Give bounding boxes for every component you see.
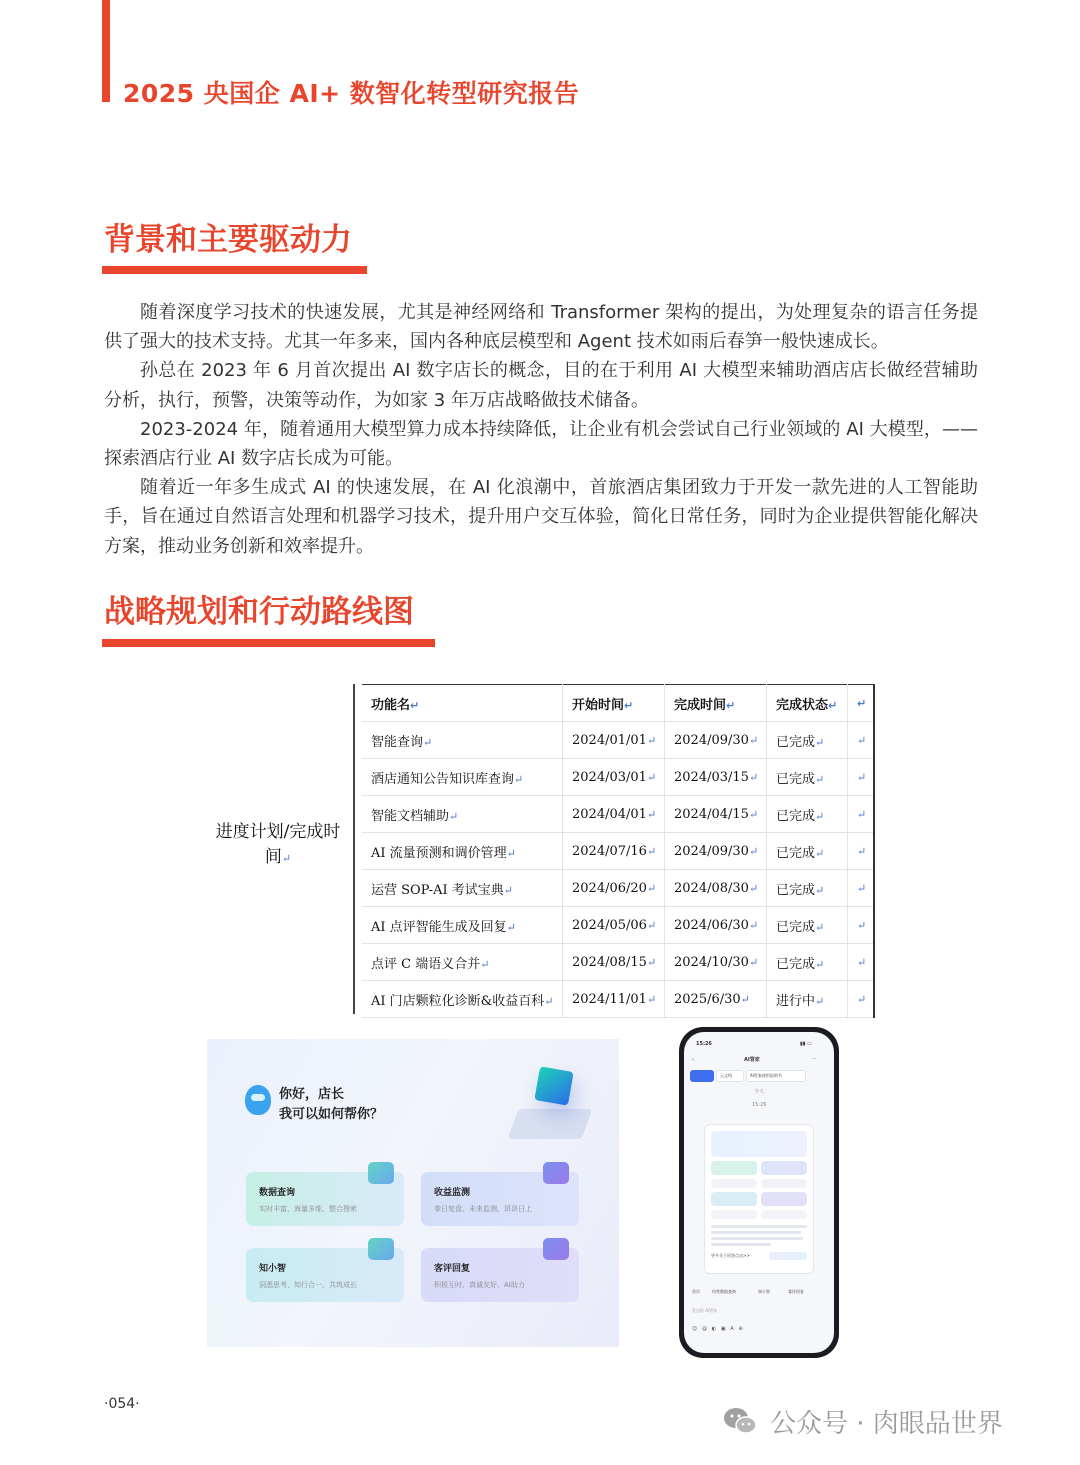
table-cell: 2024/07/16↵ (563, 833, 665, 870)
return-mark-icon: ↵ (503, 883, 513, 897)
table-cell: 已完成↵ (767, 722, 848, 759)
section-underline (102, 639, 435, 647)
bottom-action[interactable]: 客评回复 (788, 1289, 804, 1294)
tab-manual[interactable]: AI管家使用说明书 (746, 1070, 806, 1082)
table-row (362, 870, 874, 907)
return-mark-icon: ↵ (646, 807, 657, 821)
section-title-background: 背景和主要驱动力 (104, 222, 352, 258)
table-cell: 2024/09/30↵ (665, 833, 767, 870)
return-mark-icon: ↵ (410, 698, 420, 712)
return-mark-icon: ↵ (646, 918, 657, 932)
table-cell (848, 944, 875, 981)
card-subtitle: 拳日复盘、未来监测、昂昂日上 (434, 1205, 532, 1213)
table-header (848, 685, 875, 722)
return-mark-icon: ↵ (281, 852, 292, 865)
return-mark-icon: ↵ (857, 770, 867, 784)
greeting-line2: 我可以如何帮你？ (279, 1107, 384, 1122)
table-row (362, 981, 874, 1018)
tab-cloud-docs[interactable]: 云文档 (716, 1070, 744, 1082)
menu-tile[interactable] (761, 1210, 807, 1219)
return-mark-icon: ↵ (480, 957, 490, 971)
table-cell: 2024/08/30↵ (665, 870, 767, 907)
table-cell: 智能文档辅助↵ (362, 796, 563, 833)
status-time: 15:26 (696, 1041, 712, 1047)
table-cell (848, 759, 875, 796)
cube-icon (534, 1066, 573, 1105)
chart-icon (368, 1162, 394, 1184)
table-cell: 2024/03/01↵ (563, 759, 665, 796)
bottom-action[interactable]: 知小智 (758, 1289, 770, 1294)
roadmap-table (362, 684, 875, 1018)
return-mark-icon: ↵ (423, 735, 433, 749)
table-cell: AI 点评智能生成及回复↵ (362, 907, 563, 944)
return-mark-icon: ↵ (506, 920, 516, 934)
return-mark-icon: ↵ (449, 809, 459, 823)
table-cell: 2024/03/15↵ (665, 759, 767, 796)
table-cell: 2024/04/01↵ (563, 796, 665, 833)
phone-screen (684, 1032, 834, 1353)
menu-tile[interactable] (761, 1179, 807, 1188)
table-cell: 酒店通知公告知识库查询↵ (362, 759, 563, 796)
text-line (711, 1237, 803, 1240)
return-mark-icon: ↵ (748, 807, 759, 821)
input-toolbar-icons[interactable]: ☺ @ ◐ ▣ A ⊕ (692, 1326, 743, 1332)
body-text (104, 298, 978, 561)
card-subtitle: 积极互时、真诚友好、AI助力 (434, 1281, 525, 1289)
return-mark-icon: ↵ (646, 881, 657, 895)
battery-icon: ▮▮ ▭ (800, 1041, 812, 1047)
table-cell: 已完成↵ (767, 870, 848, 907)
table-cell: AI 门店颗粒化诊断&收益百科↵ (362, 981, 563, 1018)
table-cell: 已完成↵ (767, 907, 848, 944)
phone-title: AI管家 (744, 1057, 760, 1063)
revenue-monitor-card[interactable] (421, 1172, 579, 1226)
table-cell (848, 870, 875, 907)
table-row (362, 907, 874, 944)
table-header-row (362, 685, 874, 722)
greeting-tile (711, 1131, 807, 1157)
table-divider (353, 684, 355, 1014)
section-title-roadmap: 战略规划和行动路线图 (104, 594, 414, 630)
card-title: 收益监测 (434, 1188, 471, 1198)
return-mark-icon: ↵ (646, 770, 657, 784)
table-cell (848, 796, 875, 833)
return-mark-icon: ↵ (748, 770, 759, 784)
return-mark-icon: ↵ (748, 955, 759, 969)
table-cell: 2024/08/15↵ (563, 944, 665, 981)
more-icon[interactable]: ··· (812, 1056, 817, 1062)
wechat-icon (722, 1406, 758, 1436)
table-row (362, 796, 874, 833)
card-title: 数据查询 (259, 1188, 296, 1198)
card-title: 知小智 (259, 1264, 287, 1274)
return-mark-icon: ↵ (624, 698, 634, 712)
return-mark-icon: ↵ (815, 735, 825, 749)
table-cell: 已完成↵ (767, 944, 848, 981)
table-cell: 2024/01/01↵ (563, 722, 665, 759)
table-cell (848, 722, 875, 759)
return-mark-icon: ↵ (748, 733, 759, 747)
table-row (362, 833, 874, 870)
assistant-mascot-icon (245, 1085, 271, 1115)
text-line (711, 1243, 771, 1246)
card-subtitle: 实时丰富、海量多维、整合搜索 (259, 1205, 357, 1213)
message-icon (543, 1238, 569, 1260)
return-mark-icon: ↵ (857, 992, 867, 1006)
return-mark-icon: ↵ (514, 772, 524, 786)
return-mark-icon: ↵ (748, 844, 759, 858)
table-cell: 2024/04/15↵ (665, 796, 767, 833)
table-cell: 已完成↵ (767, 796, 848, 833)
return-mark-icon: ↵ (544, 994, 554, 1008)
bottom-action[interactable]: 首页 (692, 1289, 700, 1294)
table-cell: 2024/11/01↵ (563, 981, 665, 1018)
return-mark-icon: ↵ (815, 957, 825, 971)
return-mark-icon: ↵ (740, 992, 750, 1006)
table-cell: 点评 C 端语义合并↵ (362, 944, 563, 981)
table-header: 完成时间↵ (665, 685, 767, 722)
watermark: 公众号 · 肉眼品世界 (770, 1409, 1003, 1439)
table-cell: AI 流量预测和调价管理↵ (362, 833, 563, 870)
section-underline (102, 266, 367, 274)
menu-tile[interactable] (711, 1210, 757, 1219)
return-mark-icon: ↵ (857, 881, 867, 895)
return-mark-icon: ↵ (815, 920, 825, 934)
return-mark-icon: ↵ (828, 698, 838, 712)
return-mark-icon: ↵ (748, 918, 759, 932)
table-cell: 2024/06/30↵ (665, 907, 767, 944)
return-mark-icon: ↵ (815, 772, 825, 786)
return-mark-icon: ↵ (506, 846, 516, 860)
text-line (711, 1231, 801, 1234)
data-query-card[interactable] (246, 1172, 404, 1226)
return-mark-icon: ↵ (646, 844, 657, 858)
return-mark-icon: ↵ (857, 955, 867, 969)
return-mark-icon: ↵ (646, 955, 657, 969)
report-title: 2025 央国企 AI+ 数智化转型研究报告 (123, 79, 580, 108)
manual-link[interactable] (769, 1252, 807, 1260)
text-line (711, 1225, 807, 1228)
paragraph: 2023-2024 年，随着通用大模型算力成本持续降低，让企业有机会尝试自己行业领域的 AI 大模型，——探索酒店行业 AI 数字店长成为可能。 (104, 418, 978, 470)
table-header: 功能名↵ (362, 685, 563, 722)
return-mark-icon: ↵ (857, 844, 867, 858)
knowledge-tile[interactable] (711, 1192, 757, 1206)
date-label: 今天 (754, 1089, 765, 1095)
table-cell: 2024/05/06↵ (563, 907, 665, 944)
review-reply-card[interactable] (421, 1248, 579, 1302)
knowledge-assistant-card[interactable] (246, 1248, 404, 1302)
table-row (362, 944, 874, 981)
bar-chart-icon (543, 1162, 569, 1184)
more-answer-label: 更多关于回答点击>> (711, 1253, 750, 1258)
revenue-tile[interactable] (761, 1161, 807, 1175)
table-cell: 2024/10/30↵ (665, 944, 767, 981)
return-mark-icon: ↵ (857, 696, 867, 710)
return-mark-icon: ↵ (857, 807, 867, 821)
table-cell (848, 907, 875, 944)
return-mark-icon: ↵ (815, 994, 825, 1008)
table-cell: 已完成↵ (767, 759, 848, 796)
phone-mockup (679, 1027, 839, 1358)
return-mark-icon: ↵ (748, 881, 759, 895)
assistant-card (704, 1124, 814, 1274)
row-label-text: 进度计划/完成时间 (215, 822, 341, 867)
table-cell (848, 833, 875, 870)
review-tile[interactable] (761, 1192, 807, 1206)
header-accent-bar (102, 0, 110, 102)
table-cell: 运营 SOP-AI 考试宝典↵ (362, 870, 563, 907)
return-mark-icon: ↵ (646, 733, 657, 747)
time-label: 15:26 (752, 1102, 767, 1108)
table-cell: 已完成↵ (767, 833, 848, 870)
table-cell: 2024/09/30↵ (665, 722, 767, 759)
return-mark-icon: ↵ (646, 992, 657, 1006)
table-row (362, 759, 874, 796)
message-input[interactable]: 发送给 AI管家 (692, 1308, 718, 1313)
table-row (362, 722, 874, 759)
table-cell: 智能查询↵ (362, 722, 563, 759)
return-mark-icon: ↵ (857, 918, 867, 932)
back-icon[interactable]: ‹ (692, 1057, 694, 1063)
row-label (208, 820, 348, 871)
return-mark-icon: ↵ (857, 733, 867, 747)
ai-assistant-screenshot (207, 1039, 619, 1347)
table-header: 完成状态↵ (767, 685, 848, 722)
cube-platform-icon (508, 1109, 593, 1139)
paragraph: 孙总在 2023 年 6 月首次提出 AI 数字店长的概念，目的在于利用 AI 大模型来辅助酒店店长做经营辅助分析，执行，预警，决策等动作，为如家 3 年万店战略做技术储备。 (104, 360, 978, 411)
card-title: 客评回复 (434, 1264, 471, 1274)
paragraph: 随着近一年多生成式 AI 的快速发展，在 AI 化浪潮中，首旅酒店集团致力于开发一款先进的人工智能助手，旨在通过自然语言处理和机器学习技术，提升用户交互体验，简化日常任务，同时为企业提供智能化解决方案，推动业务创新和效率提升。 (104, 477, 978, 557)
page-number: ·054· (104, 1396, 140, 1412)
table-cell: 2024/06/20↵ (563, 870, 665, 907)
return-mark-icon: ↵ (815, 846, 825, 860)
table-header: 开始时间↵ (563, 685, 665, 722)
bottom-action[interactable]: 经营数据查询 (712, 1289, 736, 1294)
table-cell (848, 981, 875, 1018)
return-mark-icon: ↵ (815, 809, 825, 823)
book-icon (368, 1238, 394, 1260)
table-cell: 进行中↵ (767, 981, 848, 1018)
greeting-line1: 你好，店长 (279, 1087, 345, 1102)
tab-chip-active[interactable] (690, 1070, 714, 1082)
return-mark-icon: ↵ (726, 698, 736, 712)
menu-tile[interactable] (711, 1179, 757, 1188)
return-mark-icon: ↵ (815, 883, 825, 897)
data-query-tile[interactable] (711, 1161, 757, 1175)
card-subtitle: 洞悉思考、知行合一、共筑成长 (259, 1281, 357, 1289)
table-cell: 2025/6/30↵ (665, 981, 767, 1018)
paragraph: 随着深度学习技术的快速发展，尤其是神经网络和 Transformer 架构的提出，为处理复杂的语言任务提供了强大的技术支持。尤其一年多来，国内各种底层模型和 Agent 技术如雨后春笋一般快速成长。 (104, 302, 978, 353)
